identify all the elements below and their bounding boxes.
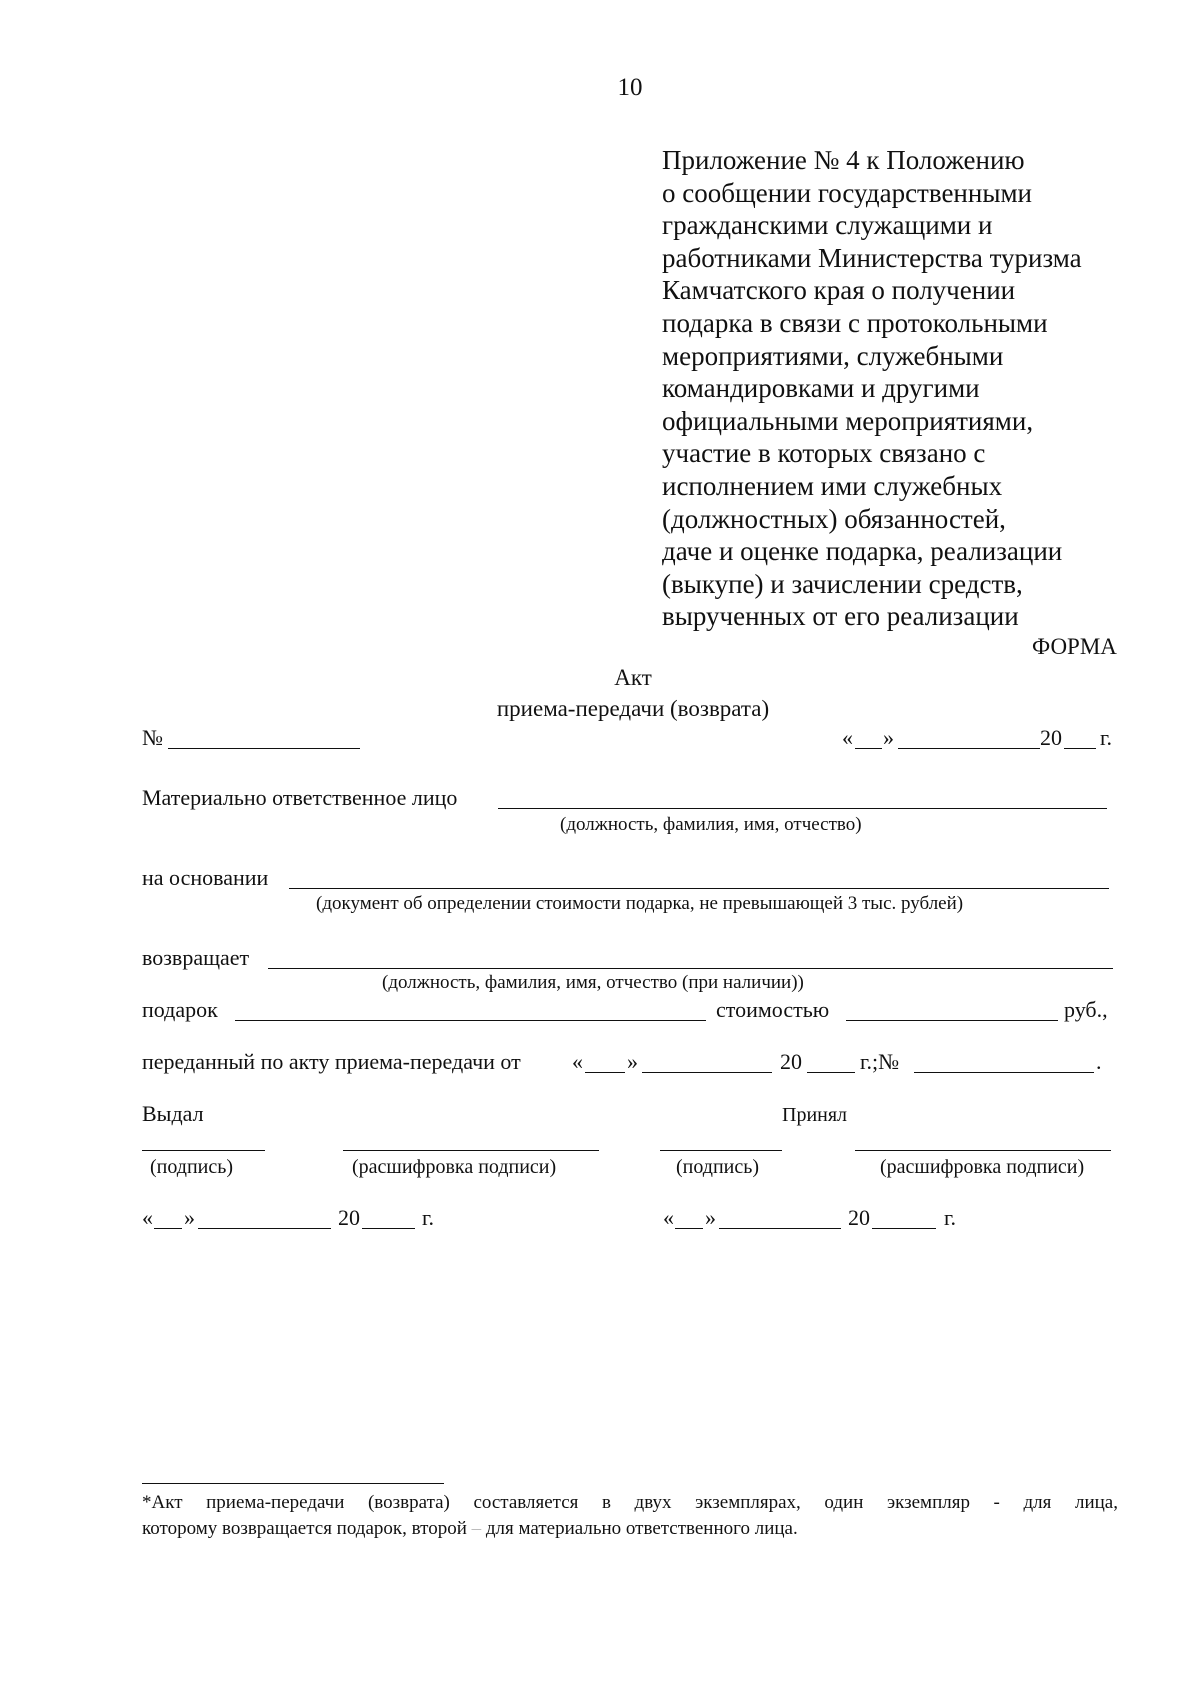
cost-field[interactable] bbox=[846, 1020, 1058, 1021]
act-year-prefix: 20 bbox=[1040, 725, 1062, 750]
act-year-suffix: г. bbox=[1100, 725, 1113, 750]
received-date-open-quote: « bbox=[663, 1205, 674, 1230]
act-number-sign: № bbox=[142, 725, 163, 750]
transferred-open-quote: « bbox=[572, 1049, 583, 1074]
appendix-line: вырученных от его реализации bbox=[662, 601, 1019, 632]
issued-year-prefix: 20 bbox=[338, 1205, 360, 1230]
currency-label: руб., bbox=[1064, 997, 1108, 1022]
transferred-close-quote: » bbox=[627, 1049, 638, 1074]
appendix-line: подарка в связи с протокольными bbox=[662, 307, 1048, 338]
received-year-prefix: 20 bbox=[848, 1205, 870, 1230]
responsible-hint: (должность, фамилия, имя, отчество) bbox=[560, 814, 862, 835]
form-label: ФОРМА bbox=[1032, 634, 1117, 659]
basis-label: на основании bbox=[142, 865, 269, 890]
appendix-line: (должностных) обязанностей, bbox=[662, 503, 1006, 534]
page-number: 10 bbox=[617, 74, 643, 101]
issued-year-field[interactable] bbox=[362, 1228, 415, 1229]
returns-label: возвращает bbox=[142, 945, 250, 970]
basis-field[interactable] bbox=[289, 888, 1109, 889]
appendix-line: Камчатского края о получении bbox=[662, 275, 1016, 306]
act-number-field[interactable] bbox=[168, 748, 360, 749]
received-date-close-quote: » bbox=[705, 1205, 716, 1230]
footnote-line-2 bbox=[142, 1518, 798, 1539]
received-year-suffix: г. bbox=[944, 1205, 957, 1230]
transferred-day-field[interactable] bbox=[585, 1072, 625, 1073]
received-label: Принял bbox=[782, 1104, 848, 1126]
issued-label: Выдал bbox=[142, 1101, 204, 1126]
act-date-open-quote: « bbox=[842, 725, 853, 750]
transferred-number-field[interactable] bbox=[914, 1072, 1094, 1073]
issued-year-suffix: г. bbox=[422, 1205, 435, 1230]
responsible-label: Материально ответственное лицо bbox=[142, 785, 458, 810]
basis-hint: (документ об определении стоимости подарка, не превышающей 3 тыс. рублей) bbox=[316, 893, 964, 914]
received-signature-hint: (подпись) bbox=[676, 1156, 760, 1178]
received-decoding-hint: (расшифровка подписи) bbox=[880, 1156, 1085, 1178]
act-year-field[interactable] bbox=[1064, 748, 1096, 749]
appendix-line: Приложение № 4 к Положению bbox=[662, 145, 1025, 175]
appendix-line: гражданскими служащими и bbox=[662, 210, 993, 241]
transferred-label: переданный по акту приема-передачи от bbox=[142, 1049, 521, 1074]
transferred-end-period: . bbox=[1096, 1049, 1102, 1074]
received-year-field[interactable] bbox=[872, 1228, 936, 1229]
act-subtitle: приема-передачи (возврата) bbox=[496, 696, 770, 721]
footnote-separator bbox=[142, 1483, 444, 1484]
footnote-line-1: *Акт приема-передачи (возврата) составляется в двух экземплярах, один экземпляр - для лица, bbox=[142, 1492, 1118, 1513]
issued-date-day-field[interactable] bbox=[154, 1228, 182, 1229]
appendix-line: о сообщении государственными bbox=[662, 177, 1032, 208]
appendix-line: официальными мероприятиями, bbox=[662, 405, 1034, 436]
gift-field[interactable] bbox=[235, 1020, 706, 1021]
gift-label: подарок bbox=[142, 997, 218, 1022]
issued-date-month-field[interactable] bbox=[198, 1228, 331, 1229]
received-date-month-field[interactable] bbox=[719, 1228, 841, 1229]
received-decoding-field[interactable] bbox=[855, 1150, 1111, 1151]
cost-label: стоимостью bbox=[716, 997, 830, 1022]
appendix-line: даче и оценке подарка, реализации bbox=[662, 536, 1063, 567]
appendix-line: исполнением ими служебных bbox=[662, 470, 1003, 501]
transferred-year-field[interactable] bbox=[807, 1072, 855, 1073]
transferred-month-field[interactable] bbox=[642, 1072, 772, 1073]
issued-date-close-quote: » bbox=[184, 1205, 195, 1230]
transferred-year-suffix: г.;№ bbox=[860, 1049, 900, 1074]
issued-signature-hint: (подпись) bbox=[150, 1156, 234, 1178]
appendix-line: командировками и другими bbox=[662, 373, 980, 404]
appendix-line: участие в которых связано с bbox=[662, 438, 986, 469]
returns-hint: (должность, фамилия, имя, отчество (при наличии)) bbox=[382, 972, 804, 993]
appendix-line: работниками Министерства туризма bbox=[662, 242, 1082, 273]
received-date-day-field[interactable] bbox=[675, 1228, 703, 1229]
returns-field[interactable] bbox=[268, 968, 1113, 969]
footnote-text-b: для материально ответственного лица. bbox=[485, 1518, 798, 1539]
act-date-month-field[interactable] bbox=[898, 748, 1040, 749]
responsible-field[interactable] bbox=[498, 808, 1107, 809]
issued-decoding-field[interactable] bbox=[343, 1150, 599, 1151]
footnote-text-a: которому возвращается подарок, второй bbox=[142, 1518, 467, 1539]
appendix-line: мероприятиями, служебными bbox=[662, 340, 1004, 371]
appendix-line: (выкупе) и зачислении средств, bbox=[662, 568, 1023, 599]
issued-date-open-quote: « bbox=[142, 1205, 153, 1230]
issued-signature-field[interactable] bbox=[142, 1150, 265, 1151]
transferred-year-prefix: 20 bbox=[780, 1049, 802, 1074]
footnote-dash: – bbox=[471, 1518, 482, 1539]
act-title: Акт bbox=[614, 665, 652, 690]
act-date-day-field[interactable] bbox=[855, 748, 882, 749]
appendix-header bbox=[662, 144, 1162, 633]
act-date-close-quote: » bbox=[883, 725, 894, 750]
received-signature-field[interactable] bbox=[660, 1150, 782, 1151]
issued-decoding-hint: (расшифровка подписи) bbox=[352, 1156, 557, 1178]
